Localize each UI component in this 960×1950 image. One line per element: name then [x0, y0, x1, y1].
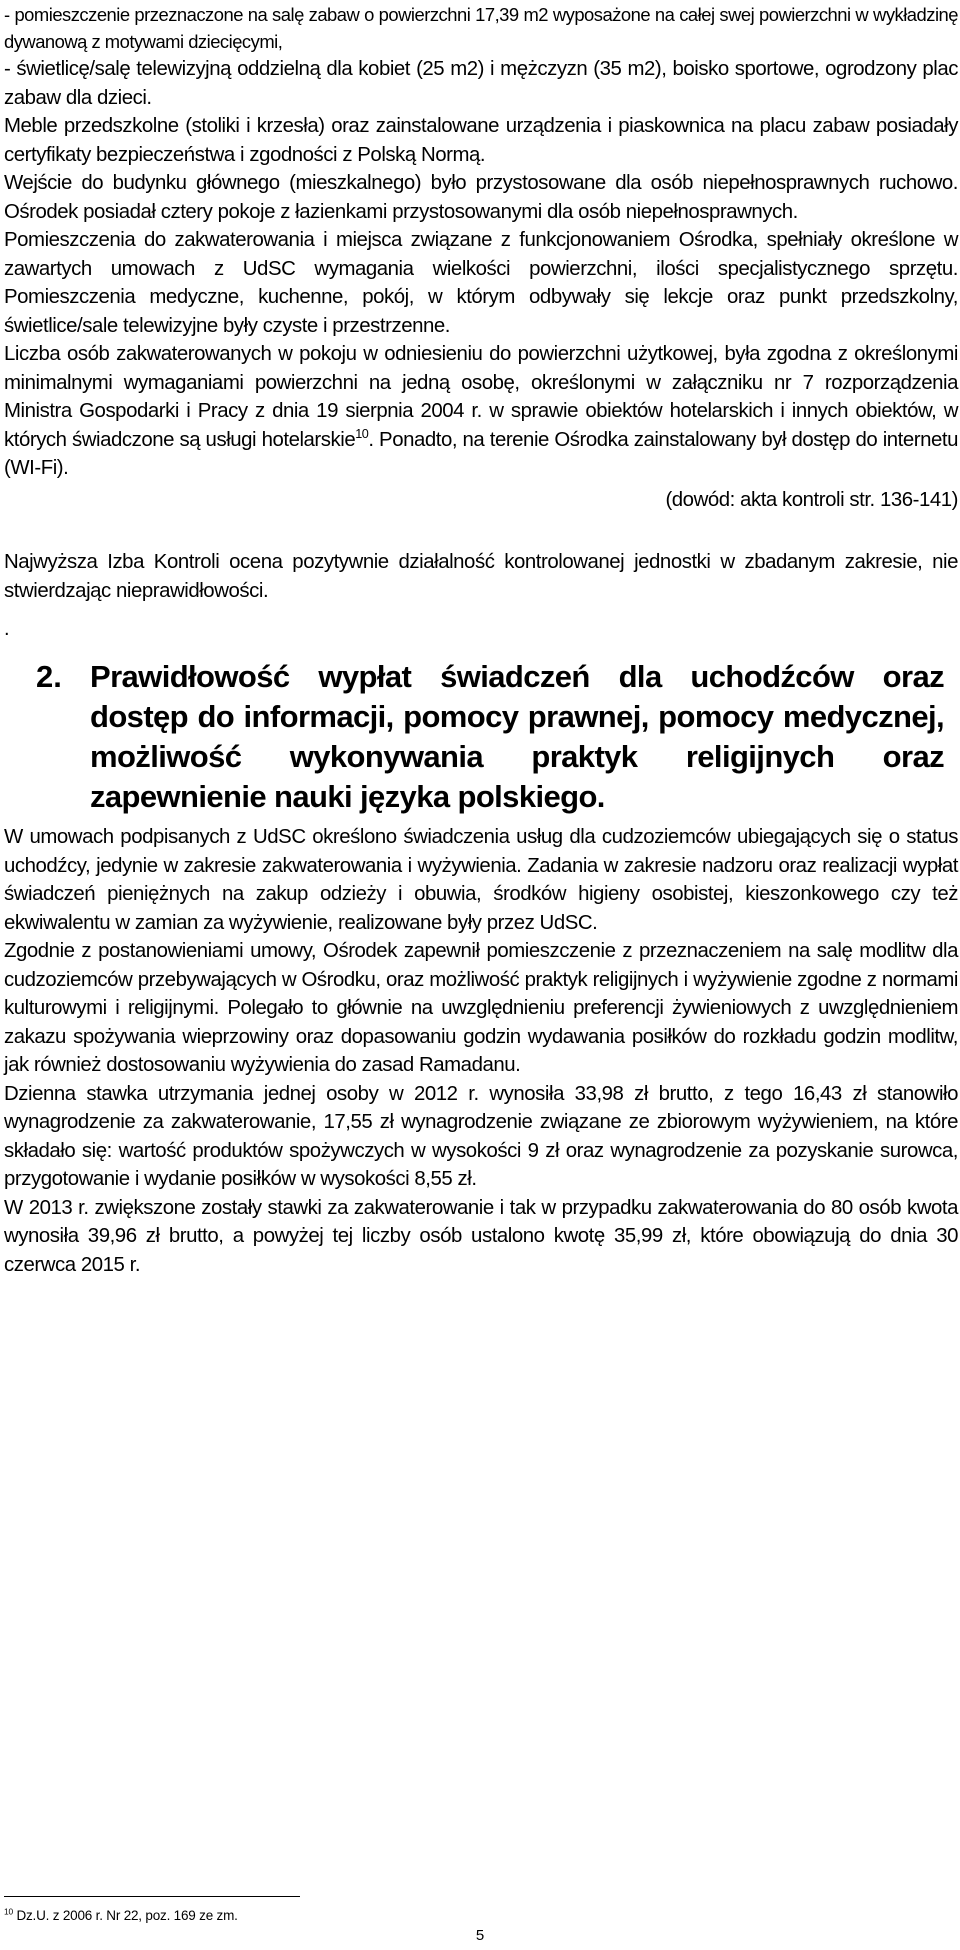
- paragraph-religion: Zgodnie z postanowieniami umowy, Ośrodek zapewnił pomieszczenie z przeznaczeniem na salę modlitw dla cudzoziemców przebywających w Ośrodku, oraz możliwość praktyk religijnych i wyżywienie zgodne z normami kulturowymi i religijnymi. Polegało to głównie na uwzględnieniu preferencji żywieniowych z uwzględnieniem zakazu spożywania wieprzowiny oraz dopasowaniu godzin wydawania posiłków do rozkładu godzin modlitw, jak również dostosowaniu wyżywienia do zasad Ramadanu.: [4, 940, 958, 1076]
- section-heading: [4, 657, 958, 817]
- occupancy-text: Liczba osób zakwaterowanych w pokoju w odniesieniu do powierzchni użytkowej, była zgodna z określonymi minimalnymi wymaganiami powierzchni na jedną osobę, określonymi w załączniku nr 7 rozporządzenia Ministra Gospodarki i Pracy z dnia 19 sierpnia 2004 r. w sprawie obiektów hotelarskich i innych obiektów, w których świadczone są usługi hotelarskie: [4, 343, 958, 451]
- page-number: 5: [475, 1927, 485, 1944]
- evidence-reference: (dowód: akta kontroli str. 136-141): [665, 488, 958, 511]
- paragraph-accessibility: Wejście do budynku głównego (mieszkalnego) było przystosowane dla osób niepełnosprawnych ruchowo. Ośrodek posiadał cztery pokoje z łazienkami przystosowanymi dla osób niepełnosprawnych.: [4, 172, 958, 223]
- footnote-reference: 10: [355, 426, 369, 441]
- section-number: 2.: [36, 659, 62, 694]
- paragraph-rate-2013: W 2013 r. zwiększone zostały stawki za zakwaterowanie i tak w przypadku zakwaterowania do 80 osób kwota wynosiła 39,96 zł brutto, a powyżej tej liczby osób ustalono kwotę 35,99 zł, które obowiązują do dnia 30 czerwca 2015 r.: [4, 1196, 958, 1276]
- paragraph-tv-room: - świetlicę/salę telewizyjną oddzielną dla kobiet (25 m2) i mężczyzn (35 m2), boisko sportowe, ogrodzony plac zabaw dla dzieci.: [4, 58, 958, 109]
- footnote-separator: [4, 1896, 300, 1897]
- page-body: [4, 2, 958, 1279]
- footnote-marker: 10: [4, 1906, 13, 1917]
- paragraph-rate-2012: Dzienna stawka utrzymania jednej osoby w 2012 r. wynosiła 33,98 zł brutto, z tego 16,43 zł stanowiło wynagrodzenie za zakwaterowanie, 17,55 zł wynagrodzenie związane ze zbiorowym wyżywieniem, na które składało się: wartość produktów spożywczych w wysokości 9 zł oraz wynagrodzenie za pozyskanie surowca, przygotowanie i wydanie posiłków w wysokości 8,55 zł.: [4, 1082, 958, 1190]
- section-title: Prawidłowość wypłat świadczeń dla uchodźców oraz dostęp do informacji, pomocy prawnej, pomocy medycznej, możliwość wykonywania praktyk religijnych oraz zapewnienie nauki języka polskiego.: [90, 659, 944, 814]
- footnote: [4, 1908, 238, 1924]
- stray-dot: .: [4, 618, 10, 640]
- paragraph-play-room: - pomieszczenie przeznaczone na salę zabaw o powierzchni 17,39 m2 wyposażone na całej swej powierzchni w wykładzinę dywanową z motywami dziecięcymi,: [4, 4, 958, 52]
- occupancy-text-end: . Ponadto, na terenie Ośrodka zainstalowany był dostęp do internetu (WI-Fi).: [4, 428, 958, 479]
- spacer: [4, 605, 958, 615]
- paragraph-furniture: Meble przedszkolne (stoliki i krzesła) oraz zainstalowane urządzenia i piaskownica na placu zabaw posiadały certyfikaty bezpieczeństwa i zgodności z Polską Normą.: [4, 115, 958, 166]
- paragraph-rooms: Pomieszczenia do zakwaterowania i miejsca związane z funkcjonowaniem Ośrodka, spełniały określone w zawartych umowach z UdSC wymagania wielkości powierzchni, ilości specjalistycznego sprzętu. Pomieszczenia medyczne, kuchenne, pokój, w którym odbywały się lekcje oraz punkt przedszkolny, świetlice/sale telewizyjne były czyste i przestrzenne.: [4, 229, 958, 337]
- paragraph-contracts: W umowach podpisanych z UdSC określono świadczenia usług dla cudzoziemców ubiegających się o status uchodźcy, jedynie w zakresie zakwaterowania i wyżywienia. Zadania w zakresie nadzoru oraz realizacji wypłat świadczeń pieniężnych na zakup odzieży i obuwia, środków higieny osobistej, kieszonkowego czy też ekwiwalentu w zamian za wyżywienie, realizowane były przez UdSC.: [4, 826, 958, 934]
- paragraph-occupancy: [4, 340, 958, 483]
- spacer: [4, 514, 958, 542]
- paragraph-assessment: Najwyższa Izba Kontroli ocena pozytywnie działalność kontrolowanej jednostki w zbadanym zakresie, nie stwierdzając nieprawidłowości.: [4, 551, 958, 602]
- footnote-text: Dz.U. z 2006 r. Nr 22, poz. 169 ze zm.: [12, 1908, 238, 1923]
